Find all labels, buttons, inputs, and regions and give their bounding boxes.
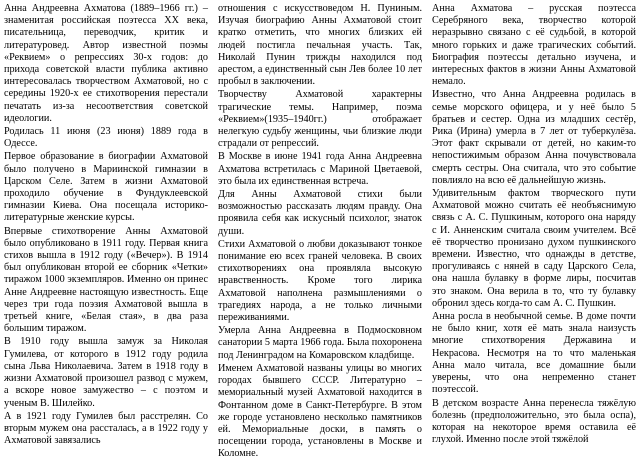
paragraph: Для Анны Ахматовой стихи были возможностью рассказать людям правду. Она проявила себя как искусный психолог, знаток души. [218, 189, 422, 237]
paragraph: Именем Ахматовой названы улицы во многих городах бывшего СССР. Литературно – мемориальный музей Ахматовой находится в Фонтанном доме в Санкт-Петербурге. В этом же городе установлено несколько памятников ей. Мемориальные доски, в память о посещении города, установлены в Москве и Коломне. [218, 362, 422, 460]
paragraph: Анна росла в необычной семье. В доме почти не было книг, хотя её мать знала наизусть многие стихотворения Державина и Некрасова. Несмотря на то что маленькая Анна мало читала, все домашние были уверены, что она непременно станет поэтессой. [432, 311, 636, 396]
paragraph: В детском возрасте Анна перенесла тяжёлую болезнь (предположительно, это была оспа), которая на некоторое время оставила её глухой. Именно после этой тяжёлой [432, 397, 636, 446]
paragraph: А в 1921 году Гумилев был расстрелян. Со вторым мужем она рассталась, а в 1922 году у Ахматовой завязались [4, 410, 208, 447]
paragraph: Родилась 11 июня (23 июня) 1889 года в Одессе. [4, 126, 208, 150]
paragraph: отношения с искусствоведом Н. Пуниным. Изучая биографию Анны Ахматовой стоит кратко отметить, что многих близких ей людей постигла печальная участь. Так, Николай Пунин трижды находился под арестом, а единственный сын Лев более 10 лет пробыл в заключении. [218, 3, 422, 88]
paragraph: Анна Ахматова – русская поэтесса Серебряного века, творчество которой неразрывно связано с её судьбой, в которой много горьких и даже трагических событий. Биография поэтессы детально изучена, и интересных фактов в жизни Анны Ахматовой немало. [432, 3, 636, 88]
text-column-3 [432, 3, 636, 452]
paragraph: В Москве в июне 1941 года Анна Андреевна Ахматова встретилась с Мариной Цветаевой, это была их единственная встреча. [218, 151, 422, 187]
paragraph: Умерла Анна Андреевна в Подмосковном санатории 5 марта 1966 года. Была похоронена под Ленинградом на Комаровском кладбище. [218, 325, 422, 361]
paragraph: В 1910 году вышла замуж за Николая Гумилева, от которого в 1912 году родила сына Льва Николаевича. Затем в 1918 году в жизни Ахматовой произошел развод с мужем, а вскоре новое замужество – с поэтом и ученым В. Шилейко. [4, 336, 208, 409]
paragraph: Известно, что Анна Андреевна родилась в семье морского офицера, и у неё было 5 братьев и сестер. Одна из младших сестёр, Рика (Ирина) умерла в 7 лет от туберкулёза. Этот факт скрывали от детей, но каким-то непостижимым образом Анна почувствовала смерть сестры. Она считала, что это событие повлияло на всю её дальнейшую жизнь. [432, 89, 636, 186]
paragraph: Анна Андреевна Ахматова (1889–1966 гг.) – знаменитая российская поэтесса XX века, писательница, переводчик, критик и литературовед. Автор известной поэмы «Реквием» о репрессиях 30-х годов: до прихода советской власти публика активно интересовалась творчеством Ахматовой, но с середины 1920-х ее стихотворения перестали печатать из-за несоответствия советской идеологии. [4, 3, 208, 124]
paragraph: Творчеству Ахматовой характерны трагические темы. Например, поэма «Реквием»(1935–1940гг.) отображает нелегкую судьбу женщины, чьи близкие люди страдали от репрессий. [218, 89, 422, 150]
paragraph: Стихи Ахматовой о любви доказывают тонкое понимание ею всех граней человека. В своих стихотворениях она проявляла высокую нравственность. Кроме того лирика Ахматовой наполнена размышлениями о трагедиях народа, а не только личными переживаниями. [218, 238, 422, 324]
text-column-1 [4, 3, 208, 452]
text-column-2 [218, 3, 422, 460]
paragraph: Впервые стихотворение Анны Ахматовой было опубликовано в 1911 году. Первая книга стихов вышла в 1912 году («Вечер»). В 1914 был опубликован второй ее сборник «Четки» тиражом 1000 экземпляров. Именно он принес Анне Андреевне настоящую известность. Еще через три года поэзия Ахматовой вышла в третьей книге, «Белая стая», в два раза большим тиражом. [4, 225, 208, 335]
paragraph: Удивительным фактом творческого пути Ахматовой можно считать её необъяснимую связь с А. С. Пушкиным, которого она наряду с И. Анненским считала своим учителем. Всё её творчество пронизано духом пушкинского времени. Известно, что однажды в детстве, прогуливаясь с няней в саду Царского Села, она нашла булавку в форме лиры, посчитав это знаком. Она верила в то, что ту булавку обронил здесь когда-то сам А. С. Пушкин. [432, 188, 636, 309]
paragraph: Первое образование в биографии Ахматовой было получено в Мариинской гимназии в Царском Селе. Затем в жизни Ахматовой проходило обучение в Фундуклеевской гимназии Киева. Она посещала историко-литературные женские курсы. [4, 151, 208, 224]
